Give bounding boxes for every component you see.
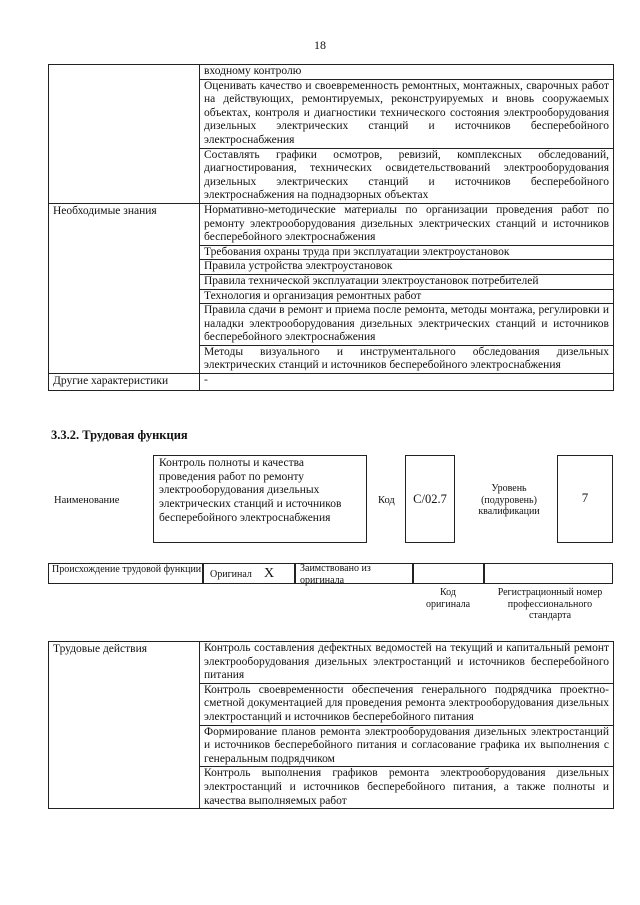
row-label bbox=[49, 65, 200, 204]
list-item: Технология и организация ремонтных работ bbox=[200, 289, 614, 304]
list-item: Контроль выполнения графиков ремонта электрооборудования дизельных электростанций и источников бесперебойного питания, а также полноты и качества выполняемых работ bbox=[200, 767, 614, 809]
code-label: Код bbox=[378, 495, 395, 506]
table-row bbox=[49, 642, 614, 684]
list-item: Правила устройства электроустановок bbox=[200, 260, 614, 275]
requirements-table bbox=[48, 64, 614, 391]
row-label: Необходимые знания bbox=[49, 203, 200, 373]
reg-number-box bbox=[484, 563, 613, 584]
table-row bbox=[49, 65, 614, 80]
origin-code-caption: Код оригинала bbox=[425, 587, 471, 610]
list-item: Составлять графики осмотров, ревизий, комплексных обследований, диагностирования, технических освидетельствований электрооборудования дизельных электрических станций и источников бесперебойного электроснабжения на поднадзорных объектах bbox=[200, 148, 614, 203]
table-row bbox=[49, 374, 614, 391]
list-item: - bbox=[200, 374, 614, 391]
original-mark: Х bbox=[264, 566, 275, 581]
list-item: Методы визуального и инструментального обследования дизельных электрических станций и источников бесперебойного электроснабжения bbox=[200, 345, 614, 373]
list-item: Контроль составления дефектных ведомостей на текущий и капитальный ремонт электрооборудования дизельных электростанций и источников бесперебойного питания bbox=[200, 642, 614, 684]
list-item: Оценивать качество и своевременность ремонтных, монтажных, сварочных работ на действующих, ремонтируемых, реконструируемых и вновь сооружаемых объектах, контроля и диагностики технического состояния электрооборудования дизельных электрических станций и источников бесперебойного электроснабжения bbox=[200, 79, 614, 148]
function-name-value: Контроль полноты и качества проведения работ по ремонту электрооборудования дизельных электрических станций и источников бесперебойного электроснабжения bbox=[159, 457, 342, 524]
list-item: Требования охраны труда при эксплуатации электроустановок bbox=[200, 245, 614, 260]
list-item: входному контролю bbox=[200, 65, 614, 80]
list-item: Формирование планов ремонта электрооборудования дизельных электростанций и источников бесперебойного питания и согласование графика их выполнения с генеральным подрядчиком bbox=[200, 725, 614, 767]
borrowed-label: Заимствовано из оригинала bbox=[300, 563, 371, 586]
origin-label: Происхождение трудовой функции bbox=[52, 564, 202, 575]
section-title: 3.3.2. Трудовая функция bbox=[51, 428, 188, 442]
row-label: Другие характеристики bbox=[49, 374, 200, 391]
original-label: Оригинал bbox=[210, 569, 252, 580]
level-value: 7 bbox=[581, 490, 589, 505]
reg-number-caption: Регистрационный номер профессионального стандарта bbox=[497, 587, 603, 621]
labor-actions-table bbox=[48, 641, 614, 809]
list-item: Правила технической эксплуатации электроустановок потребителей bbox=[200, 274, 614, 289]
page-number: 18 bbox=[314, 38, 326, 52]
list-item: Контроль своевременности обеспечения генерального подрядчика проектно-сметной документацией для проведения ремонта электрооборудования дизельных электростанций и источников бесперебойного питания bbox=[200, 683, 614, 725]
table-row bbox=[49, 203, 614, 245]
origin-code-box bbox=[413, 563, 484, 584]
row-label: Трудовые действия bbox=[49, 642, 200, 809]
level-label: Уровень (подуровень) квалификации bbox=[478, 483, 540, 517]
code-value: С/02.7 bbox=[413, 492, 447, 506]
list-item: Нормативно-методические материалы по организации проведения работ по ремонту электрооборудования дизельных электрических станций и источников бесперебойного электроснабжения bbox=[200, 203, 614, 245]
name-label: Наименование bbox=[54, 495, 120, 506]
list-item: Правила сдачи в ремонт и приема после ремонта, методы монтажа, регулировки и наладки электрооборудования дизельных электрических станций и источников бесперебойного электроснабжения bbox=[200, 304, 614, 346]
